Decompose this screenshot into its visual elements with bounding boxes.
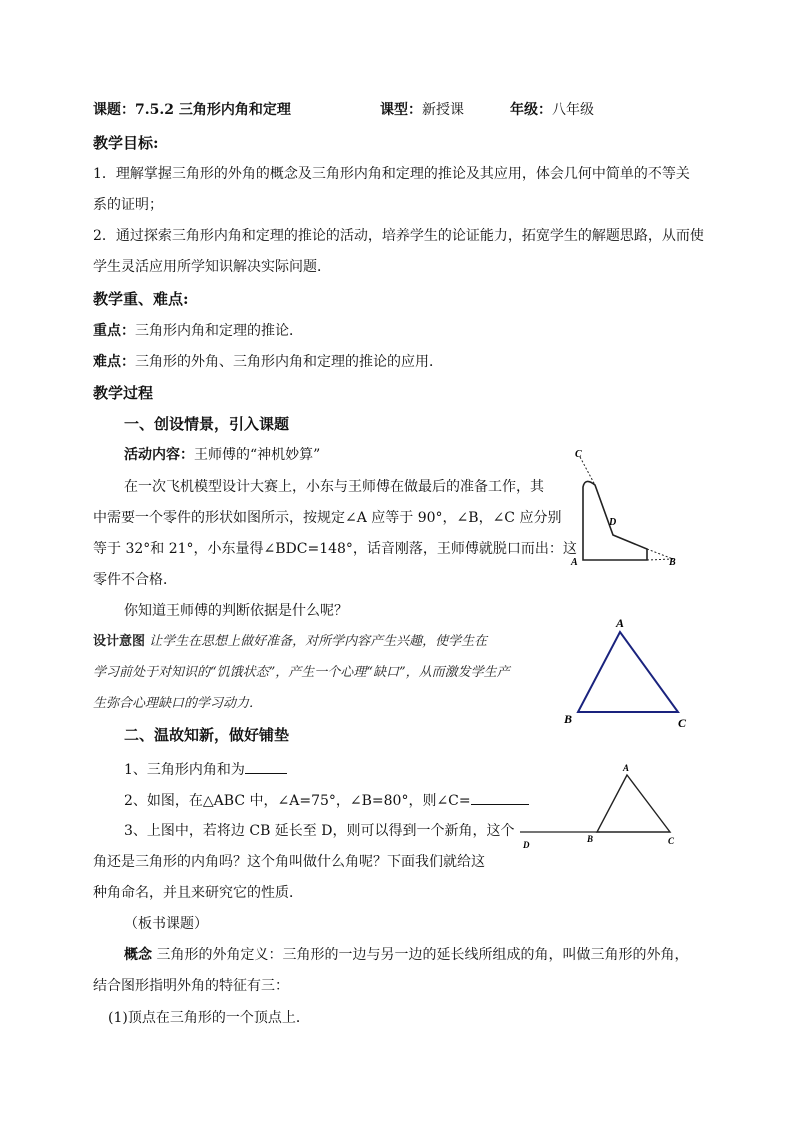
- triangle2-label-b: B: [587, 834, 594, 844]
- goal-1-line-1: 1．理解掌握三角形的外角的概念及三角形内角和定理的推论及其应用，体会几何中简单的不等关: [93, 166, 690, 182]
- question: 你知道王师傅的判断依据是什么呢？: [124, 603, 348, 619]
- intent-text-1: 让学生在思想上做好准备，对所学内容产生兴趣，使学生在: [149, 634, 488, 649]
- concept-text-1: 三角形的外角定义：三角形的一边与另一边的延长线所组成的角，叫做三角形的外角，: [156, 947, 689, 963]
- intent-line-1: [93, 632, 487, 652]
- goal-2-line-1: 2．通过探索三角形内角和定理的推论的活动，培养学生的论证能力，拓宽学生的解题思路，从而使: [93, 228, 704, 244]
- concept-label: 概念: [124, 947, 152, 963]
- triangle1-label-a: A: [616, 616, 625, 630]
- intent-line-3: 生弥合心理缺口的学习动力．: [93, 696, 263, 711]
- answer-blank-1[interactable]: [245, 759, 287, 774]
- triangle2-label-d: D: [523, 840, 530, 850]
- keypoints-heading: 教学重、难点:: [93, 290, 189, 308]
- section-1-heading: 一、创设情景，引入课题: [124, 415, 290, 433]
- question-3-line-3: 种角命名，并且来研究它的性质．: [93, 885, 303, 901]
- lesson-grade: [510, 100, 594, 120]
- board-note: （板书课题）: [124, 916, 208, 932]
- type-value: 新授课: [422, 102, 464, 118]
- part-label-a: A: [571, 557, 578, 568]
- question-3-line-2: 角还是三角形的内角吗？这个角叫做什么角呢？下面我们就给这: [93, 854, 485, 870]
- goal-1-line-2: 系的证明；: [93, 197, 163, 213]
- question-3-line-1: 3、上图中，若将边 CB 延长至 D，则可以得到一个新角，这个: [124, 823, 515, 839]
- process-heading: 教学过程: [93, 384, 154, 402]
- concept-line-1: [124, 945, 688, 965]
- key-label: 重点：: [93, 323, 135, 339]
- part-label-c: C: [575, 449, 582, 460]
- goal-2-line-2: 学生灵活应用所学知识解决实际问题．: [93, 259, 331, 275]
- activity: [124, 445, 320, 465]
- triangle2-label-a: A: [623, 763, 630, 773]
- goals-heading: 教学目标:: [93, 134, 159, 152]
- grade-label: 年级：: [510, 102, 552, 118]
- triangle2-label-c: C: [668, 836, 675, 846]
- triangle1-label-b: B: [564, 712, 573, 726]
- type-label: 课型：: [380, 102, 422, 118]
- exterior-angle-figure: [515, 760, 690, 855]
- lesson-header: [93, 100, 291, 120]
- intent-label: 设计意图: [93, 634, 146, 649]
- activity-label: 活动内容：: [124, 447, 194, 463]
- question-1-text: 1、三角形内角和为: [124, 762, 245, 778]
- para1-line-1: 在一次飞机模型设计大赛上，小东与王师傅在做最后的准备工作，其: [124, 479, 544, 495]
- key-point: [93, 321, 303, 341]
- question-2: [124, 790, 529, 811]
- para1-line-2: 中需要一个零件的形状如图所示，按规定∠A 应等于 90°，∠B，∠C 应分别: [93, 510, 562, 526]
- feature-1: (1)顶点在三角形的一个顶点上．: [108, 1010, 310, 1026]
- para1-line-3: 等于 32°和 21°，小东量得∠BDC=148°，话音刚落，王师傅就脱口而出：这: [93, 541, 577, 557]
- triangle1-label-c: C: [678, 716, 687, 730]
- key-text: 三角形内角和定理的推论．: [135, 323, 303, 339]
- title-value: 7.5.2 三角形内角和定理: [135, 102, 291, 118]
- diff-text: 三角形的外角、三角形内角和定理的推论的应用．: [135, 354, 443, 370]
- difficult-point: [93, 352, 443, 372]
- part-label-d: D: [609, 517, 617, 528]
- diff-label: 难点：: [93, 354, 135, 370]
- part-label-b: B: [669, 557, 676, 568]
- concept-line-2: 结合图形指明外角的特征有三：: [93, 978, 289, 994]
- activity-text: 王师傅的“神机妙算”: [194, 447, 321, 463]
- part-shape-figure: [565, 445, 685, 570]
- section-2-heading: 二、温故知新，做好铺垫: [124, 726, 290, 744]
- lesson-type: [380, 100, 464, 120]
- grade-value: 八年级: [552, 102, 594, 118]
- triangle-abc-figure: [560, 612, 695, 732]
- question-1: [124, 759, 287, 780]
- title-label: 课题：: [93, 102, 135, 118]
- intent-line-2: 学习前处于对知识的“饥饿状态”，产生一个心理“缺口”，从而激发学生产: [93, 665, 510, 680]
- para1-line-4: 零件不合格．: [93, 572, 177, 588]
- question-2-text: 2、如图，在△ABC 中，∠A=75°，∠B=80°，则∠C=: [124, 793, 471, 809]
